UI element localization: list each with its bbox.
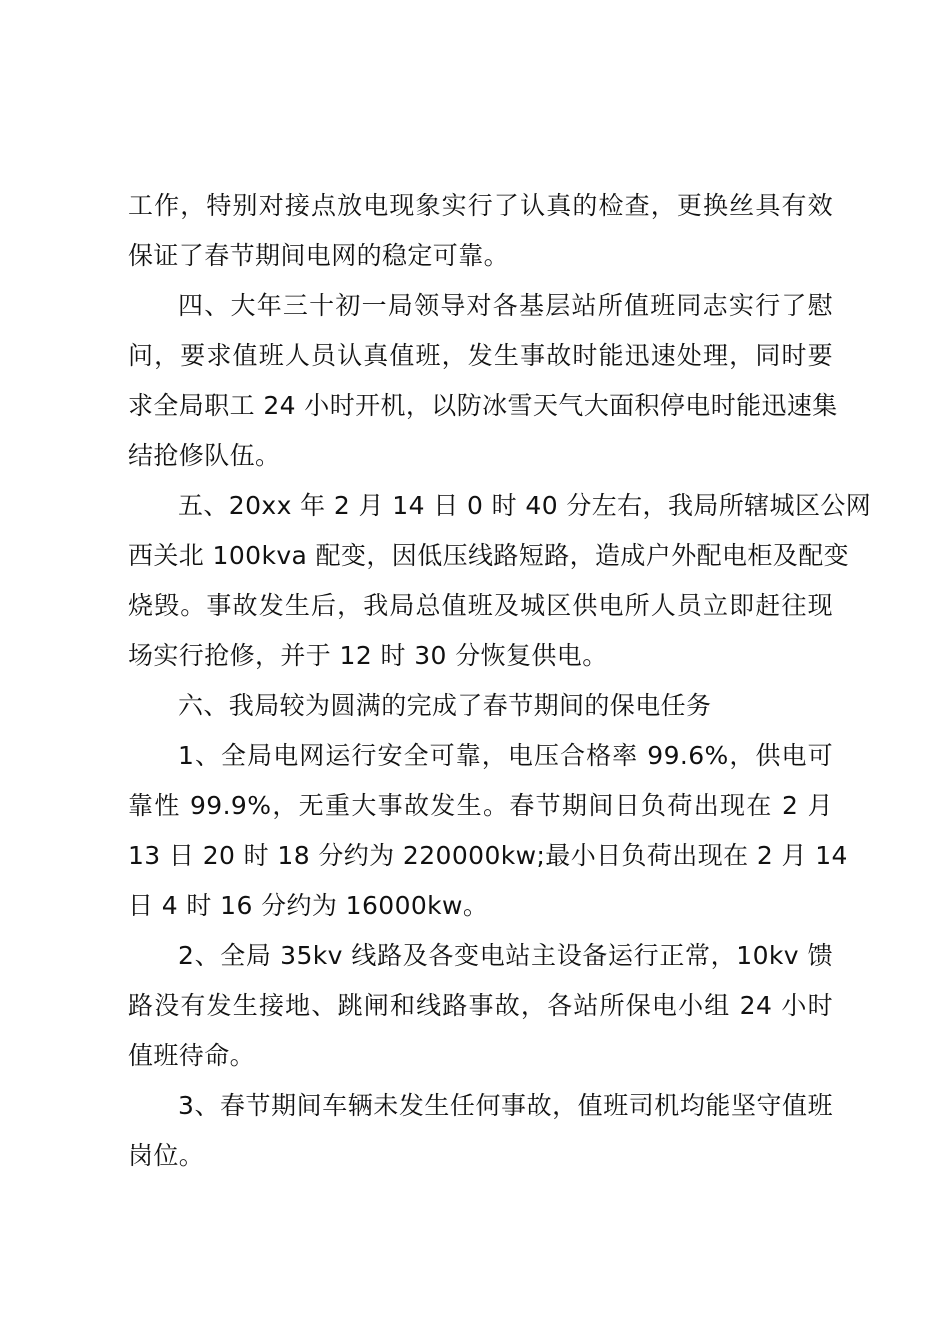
paragraph-item-four bbox=[128, 281, 838, 481]
text-line: 问，要求值班人员认真值班，发生事故时能迅速处理，同时要 bbox=[128, 341, 833, 370]
document-body bbox=[128, 181, 872, 1181]
paragraph-subitem-two bbox=[128, 931, 833, 1081]
text-line: 3、春节期间车辆未发生任何事故，值班司机均能坚守值班 bbox=[178, 1091, 833, 1120]
text-line: 五、20xx 年 2 月 14 日 0 时 40 分左右，我局所辖城区公网 bbox=[178, 491, 872, 520]
text-line: 路没有发生接地、跳闸和线路事故，各站所保电小组 24 小时 bbox=[128, 991, 833, 1020]
text-line: 西关北 100kva 配变，因低压线路短路，造成户外配电柜及配变 bbox=[128, 541, 850, 570]
text-line: 1、全局电网运行安全可靠，电压合格率 99.6%，供电可 bbox=[178, 741, 833, 770]
text-line: 场实行抢修，并于 12 时 30 分恢复供电。 bbox=[128, 641, 608, 670]
paragraph-item-six-heading bbox=[128, 681, 833, 731]
paragraph-item-five bbox=[128, 481, 872, 681]
text-line: 日 4 时 16 分约为 16000kw。 bbox=[128, 891, 489, 920]
text-line: 13 日 20 时 18 分约为 220000kw;最小日负荷出现在 2 月 14 bbox=[128, 841, 848, 870]
text-line: 2、全局 35kv 线路及各变电站主设备运行正常，10kv 馈 bbox=[178, 941, 833, 970]
text-line: 值班待命。 bbox=[128, 1041, 256, 1070]
text-line: 四、大年三十初一局领导对各基层站所值班同志实行了慰 bbox=[178, 291, 833, 320]
text-line: 六、我局较为圆满的完成了春节期间的保电任务 bbox=[178, 691, 712, 720]
text-line: 保证了春节期间电网的稳定可靠。 bbox=[128, 241, 510, 270]
text-line: 工作，特别对接点放电现象实行了认真的检查，更换丝具有效 bbox=[128, 191, 833, 220]
paragraph-subitem-three bbox=[128, 1081, 833, 1181]
text-line: 岗位。 bbox=[128, 1141, 205, 1170]
text-line: 靠性 99.9%，无重大事故发生。春节期间日负荷出现在 2 月 bbox=[128, 791, 833, 820]
text-line: 结抢修队伍。 bbox=[128, 441, 281, 470]
paragraph-subitem-one bbox=[128, 731, 848, 931]
text-line: 烧毁。事故发生后，我局总值班及城区供电所人员立即赶往现 bbox=[128, 591, 833, 620]
paragraph-inspection-continued bbox=[128, 181, 833, 281]
text-line: 求全局职工 24 小时开机，以防冰雪天气大面积停电时能迅速集 bbox=[128, 391, 838, 420]
